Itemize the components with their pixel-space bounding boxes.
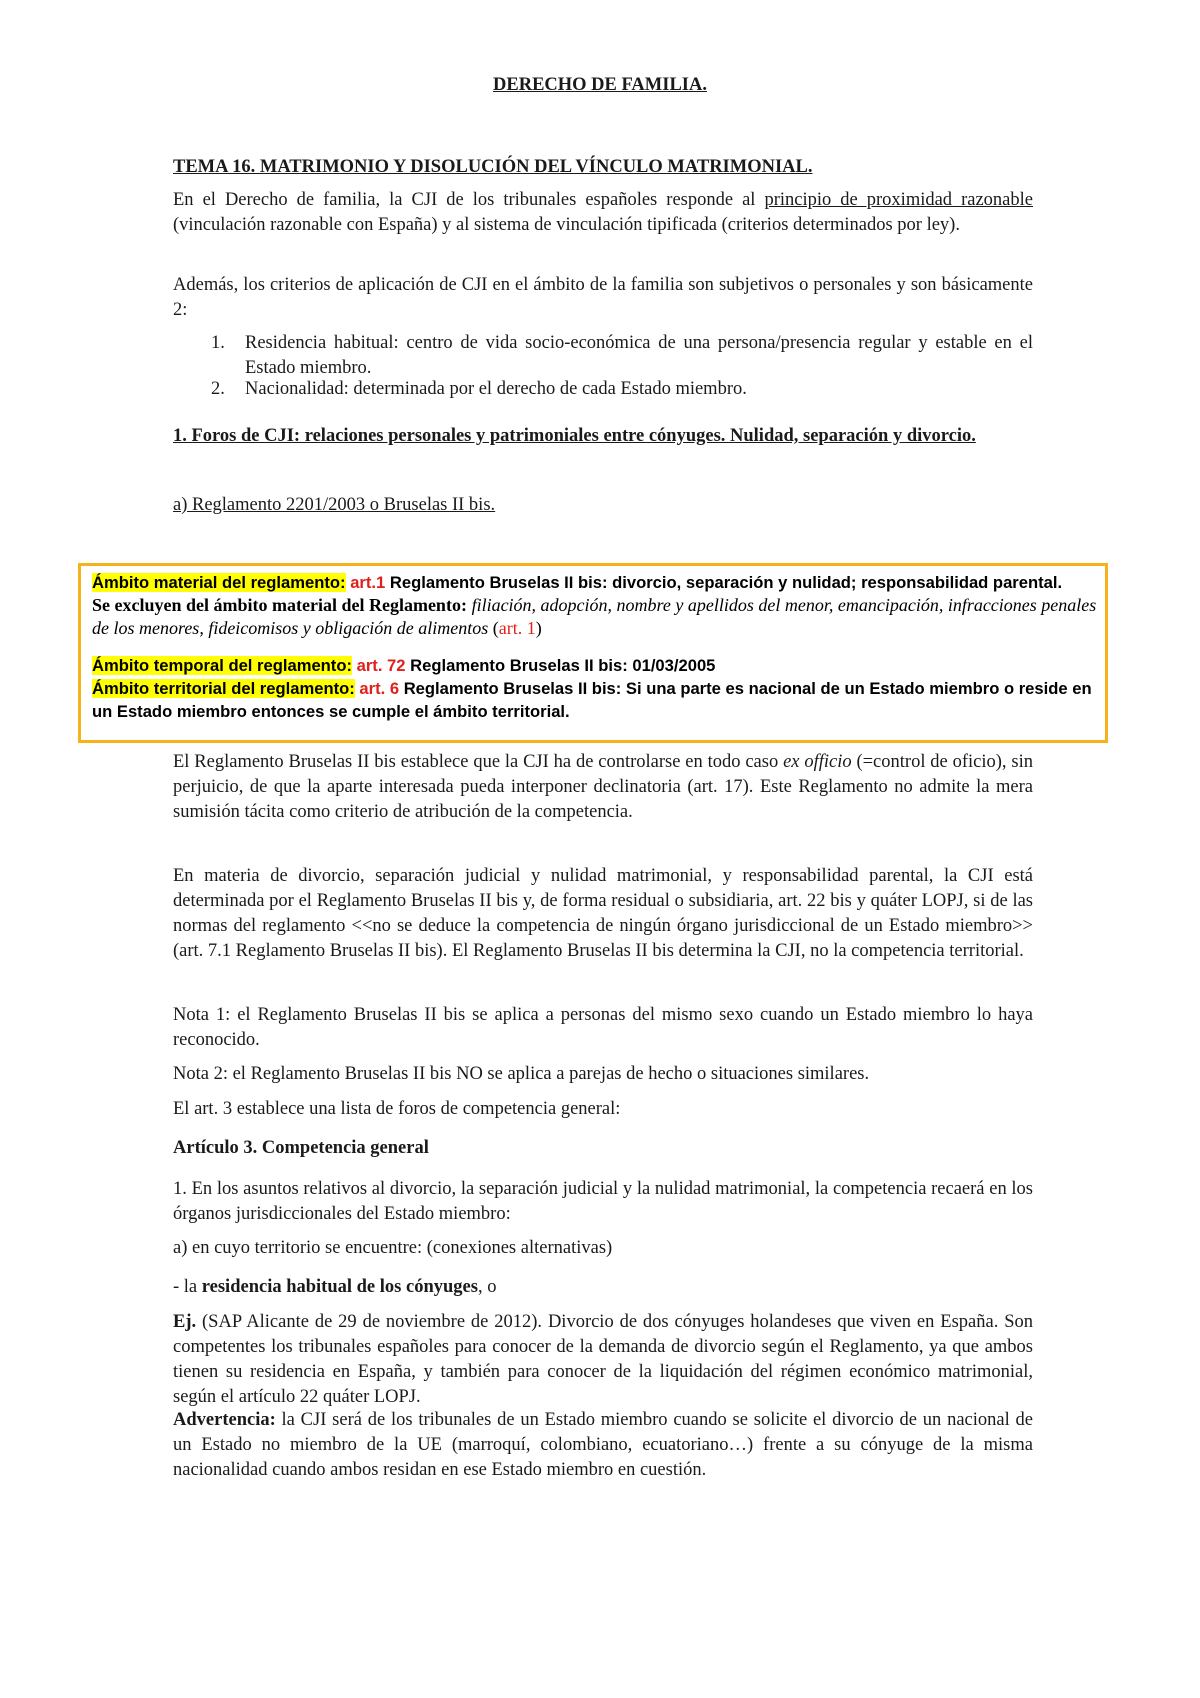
control-paragraph: El Reglamento Bruselas II bis establece que la CJI ha de controlarse en todo caso ex officio (=control de oficio), sin perjuicio, de que la aparte interesada pueda interponer declinatoria (art. 17). Este Reglamento no admite la mera sumisión tácita como criterio de atribución de la competencia. (173, 752, 1033, 822)
nota-2: Nota 2: el Reglamento Bruselas II bis NO se aplica a parejas de hecho o situaciones similares. (173, 1064, 870, 1084)
box-excluded-paragraph: Se excluyen del ámbito material del Reglamento: filiación, adopción, nombre y apellidos del menor, emancipación, infracciones penales de los menores, fideicomisos y obligación de alimentos (art. 1) (92, 595, 1097, 638)
section-1-heading: 1. Foros de CJI: relaciones personales y patrimoniales entre cónyuges. Nulidad, separación y divorcio. (173, 426, 976, 446)
nota-1: Nota 1: el Reglamento Bruselas II bis se aplica a personas del mismo sexo cuando un Estado miembro lo haya reconocido. (173, 1005, 1033, 1050)
tema-heading: TEMA 16. MATRIMONIO Y DISOLUCIÓN DEL VÍNCULO MATRIMONIAL. (173, 157, 813, 177)
art3-paragraph-1: 1. En los asuntos relativos al divorcio, la separación judicial y la nulidad matrimonial, la competencia recaerá en los órganos jurisdiccionales del Estado miembro: (173, 1179, 1033, 1224)
box-temporal-line: Ámbito temporal del reglamento: art. 72 Reglamento Bruselas II bis: 01/03/2005 (92, 656, 716, 675)
box-territorial-paragraph: Ámbito territorial del reglamento: art. 6 Reglamento Bruselas II bis: Si una parte es nacional de un Estado miembro o reside en un Estado miembro entonces se cumple el ámbito territorial. (92, 679, 1092, 721)
intro-paragraph-2: Además, los criterios de aplicación de CJI en el ámbito de la familia son subjetivos o personales y son básicamente 2: (173, 275, 1033, 320)
document-title: DERECHO DE FAMILIA. (493, 75, 707, 95)
materia-paragraph: En materia de divorcio, separación judicial y nulidad matrimonial, y responsabilidad parental, la CJI está determinada por el Reglamento Bruselas II bis y, de forma residual o subsidiaria, art. 22 bis y quáter LOPJ, si de las normas del reglamento <<no se deduce la competencia de ningún órgano jurisdiccional de un Estado miembro>> (art. 7.1 Reglamento Bruselas II bis). El Reglamento Bruselas II bis determina la CJI, no la competencia territorial. (173, 866, 1033, 961)
residencia-line: - la residencia habitual de los cónyuges, o (173, 1277, 497, 1297)
ejemplo-paragraph: Ej. (SAP Alicante de 29 de noviembre de 2012). Divorcio de dos cónyuges holandeses que viven en España. Son competentes los tribunales españoles para conocer de la demanda de divorcio según el Reglamento, ya que ambos tienen su residencia en España, y también para conocer de la liquidación del régimen económico matrimonial, según el artículo 22 quáter LOPJ. (173, 1312, 1033, 1407)
advertencia-paragraph: Advertencia: la CJI será de los tribunales de un Estado miembro cuando se solicite el divorcio de un nacional de un Estado no miembro de la UE (marroquí, colombiano, ecuatoriano…) frente a su cónyuge de la misma nacionalidad cuando ambos residan en ese Estado miembro en cuestión. (173, 1410, 1033, 1480)
subsection-a-heading: a) Reglamento 2201/2003 o Bruselas II bis. (173, 495, 496, 515)
principio-proximidad: principio de proximidad razonable (764, 190, 1033, 210)
art3-heading: Artículo 3. Competencia general (173, 1138, 429, 1158)
art3-intro: El art. 3 establece una lista de foros de competencia general: (173, 1099, 621, 1119)
intro-paragraph-1: En el Derecho de familia, la CJI de los tribunales españoles responde al principio de proximidad razonable (vinculación razonable con España) y al sistema de vinculación tipificada (criterios determinados por ley). (173, 190, 1033, 235)
document-page: DERECHO DE FAMILIA. TEMA 16. MATRIMONIO Y DISOLUCIÓN DEL VÍNCULO MATRIMONIAL. En el Derecho de familia, la CJI de los tribunales españoles responde al principio de proximidad razonable (vinculación razonable con España) y al sistema de vinculación tipificada (criterios determinados por ley). Además, los criterios de aplicación de CJI en el ámbito de la familia son subjetivos o personales y son básicamente 2: 1. Residencia habitual: centro de vida socio-económica de una persona/presencia regular y estable en el Estado miembro. 2. Nacionalidad: determinada por el derecho de cada Estado miembro. 1. Foros de CJI: relaciones personales y patrimoniales entre cónyuges. Nulidad, separación y divorcio. a) Reglamento 2201/2003 o Bruselas II bis. Ámbito material del reglamento: art.1 Reglamento Bruselas II bis: divorcio, separación y nulidad; responsabilidad parental. Se excluyen del ámbito material del Reglamento: filiación, adopción, nombre y apellidos del menor, emancipación, infracciones penales de los menores, fideicomisos y obligación de alimentos (art. 1) Ámbito temporal del reglamento: art. 72 Reglamento Bruselas II bis: 01/03/2005 Ámbito territorial del reglamento: art. 6 Reglamento Bruselas II bis: Si una parte es nacional de un Estado miembro o reside en un Estado miembro entonces se cumple el ámbito territorial. El Reglamento Bruselas II bis establece que la CJI ha de controlarse en todo caso ex officio (=control de oficio), sin perjuicio, de que la aparte interesada pueda interponer declinatoria (art. 17). Este Reglamento no admite la mera sumisión tácita como criterio de atribución de la competencia. En materia de divorcio, separación judicial y nulidad matrimonial, y responsabilidad parental, la CJI está determinada por el Reglamento Bruselas II bis y, de forma residual o subsidiaria, art. 22 bis y quáter LOPJ, si de las normas del reglamento <<no se deduce la competencia de ningún órgano jurisdiccional de un Estado miembro>> (art. 7.1 Reglamento Bruselas II bis). El Reglamento Bruselas II bis determina la CJI, no la competencia territorial. Nota 1: el Reglamento Bruselas II bis se aplica a personas del mismo sexo cuando un Estado miembro lo haya reconocido. Nota 2: el Reglamento Bruselas II bis NO se aplica a parejas de hecho o situaciones similares. El art. 3 establece una lista de foros de competencia general: Artículo 3. Competencia general 1. En los asuntos relativos al divorcio, la separación judicial y la nulidad matrimonial, la competencia recaerá en los órganos jurisdiccionales del Estado miembro: a) en cuyo territorio se encuentre: (conexiones alternativas) - la residencia habitual de los cónyuges, o Ej. (SAP Alicante de 29 de noviembre de 2012). Divorcio de dos cónyuges holandeses que viven en España. Son competentes los tribunales españoles para conocer de la demanda de divorcio según el Reglamento, ya que ambos tienen su residencia en España, y también para conocer de la liquidación del régimen económico matrimonial, según el artículo 22 quáter LOPJ. Advertencia: la CJI será de los tribunales de un Estado miembro cuando se solicite el divorcio de un nacional de un Estado no miembro de la UE (marroquí, colombiano, ecuatoriano…) frente a su cónyuge de la misma nacionalidad cuando ambos residan en ese Estado miembro en cuestión. (0, 0, 1200, 1698)
art3-item-a: a) en cuyo territorio se encuentre: (conexiones alternativas) (173, 1238, 613, 1258)
box-material-line: Ámbito material del reglamento: art.1 Reglamento Bruselas II bis: divorcio, separación y nulidad; responsabilidad parental. (92, 573, 1063, 592)
